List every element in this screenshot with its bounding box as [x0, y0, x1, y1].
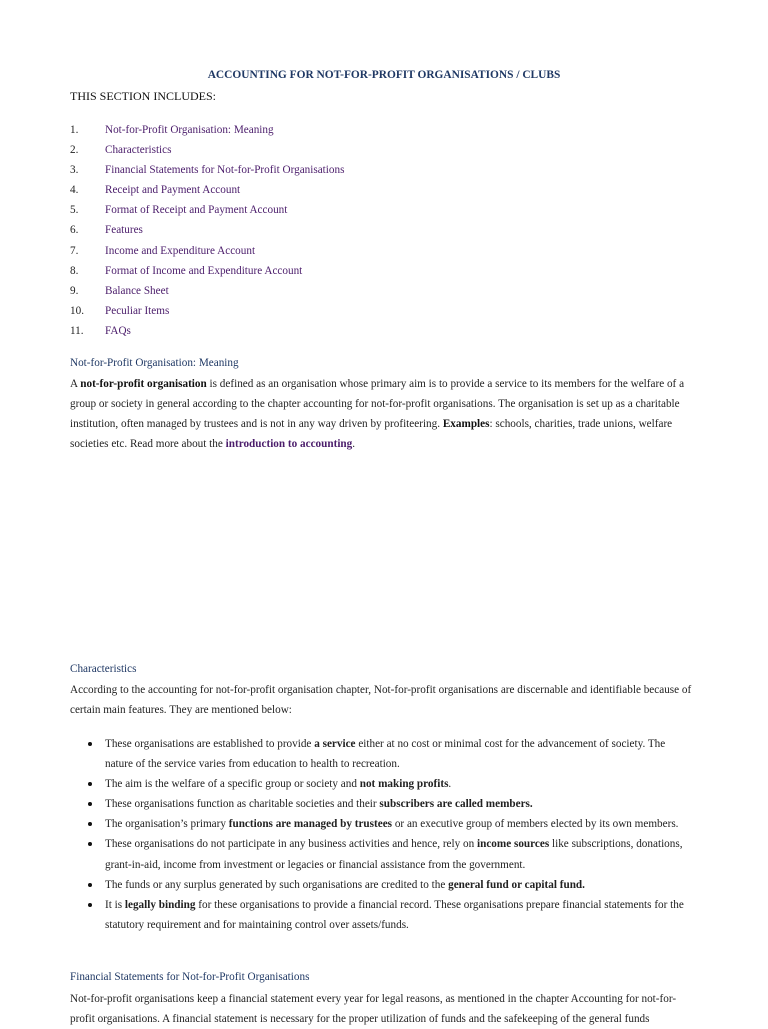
list-item: These organisations are established to provide a service either at no cost or minimal cost for the advancement of society. The nature of the service varies from education to health to recreation.	[70, 734, 695, 774]
characteristics-heading: Characteristics	[70, 663, 137, 675]
text-run: .	[352, 438, 356, 451]
financial-statements-paragraph: Not-for-profit organisations keep a financial statement every year for legal reasons, as mentioned in the chapter Accounting for not-for-profit organisations. A financial statement is necessary for the proper utilization of funds and the safekeeping of the general funds	[70, 993, 677, 1026]
toc-item[interactable]	[70, 122, 344, 142]
toc-number: 4.	[70, 184, 79, 197]
toc-item[interactable]	[70, 263, 344, 283]
toc-number: 6.	[70, 224, 79, 237]
toc-link[interactable]: Not-for-Profit Organisation: Meaning	[105, 124, 274, 136]
meaning-heading: Not-for-Profit Organisation: Meaning	[70, 357, 239, 369]
toc-number: 7.	[70, 244, 79, 257]
toc-number: 8.	[70, 264, 79, 277]
toc-item[interactable]	[70, 243, 344, 263]
toc-number: 3.	[70, 164, 79, 177]
toc-number: 5.	[70, 204, 79, 217]
toc-item[interactable]	[70, 202, 344, 222]
financial-statements-heading: Financial Statements for Not-for-Profit Organisations	[70, 971, 310, 983]
toc-number: 1.	[70, 124, 79, 136]
toc-item[interactable]	[70, 182, 344, 202]
toc-item[interactable]	[70, 283, 344, 303]
list-item: The aim is the welfare of a specific group or society and not making profits.	[70, 774, 695, 794]
section-includes-label: THIS SECTION INCLUDES:	[70, 89, 216, 103]
list-item: The funds or any surplus generated by such organisations are credited to the general fund or capital fund.	[70, 875, 695, 895]
list-item: These organisations do not participate in any business activities and hence, rely on income sources like subscriptions, donations, grant-in-aid, income from investment or legacies or financial assistance from the government.	[70, 834, 695, 874]
list-item: It is legally binding for these organisations to provide a financial record. These organisations prepare financial statements for the statutory requirement and for maintaining control over assets/funds.	[70, 895, 695, 935]
toc-link[interactable]: Peculiar Items	[105, 304, 170, 317]
list-item: The organisation’s primary functions are managed by trustees or an executive group of members elected by its own members.	[70, 814, 695, 834]
table-of-contents	[70, 122, 344, 343]
toc-number: 10.	[70, 304, 84, 317]
text-run: is defined as an organisation whose primary aim is to provide a service to its members for the welfare of a group or society in general according to the chapter accounting for not-for-profit organisations. The organisation is set up as a charitable institution, often managed by trustees and is not in any way driven by profiteering.	[70, 378, 685, 431]
toc-link[interactable]: Financial Statements for Not-for-Profit Organisations	[105, 164, 345, 177]
toc-link[interactable]: FAQs	[105, 324, 131, 337]
characteristics-intro: According to the accounting for not-for-profit organisation chapter, Not-for-profit organisations are discernable and identifiable because of certain main features. They are mentioned below:	[70, 684, 692, 717]
list-item: These organisations function as charitable societies and their subscribers are called members.	[70, 794, 695, 814]
text-run: A	[70, 378, 81, 390]
toc-link[interactable]: Characteristics	[105, 144, 172, 157]
toc-link[interactable]: Features	[105, 224, 143, 237]
toc-number: 11.	[70, 324, 84, 337]
characteristics-list	[70, 734, 695, 935]
toc-item[interactable]	[70, 323, 344, 343]
toc-item[interactable]	[70, 142, 344, 162]
toc-item[interactable]	[70, 303, 344, 323]
bold-term: Examples	[442, 418, 490, 431]
bold-term: not-for-profit organisation	[80, 378, 207, 390]
toc-number: 9.	[70, 284, 79, 297]
toc-item[interactable]	[70, 222, 344, 242]
introduction-to-accounting-link[interactable]: introduction to accounting	[225, 438, 353, 451]
meaning-paragraph	[70, 374, 695, 454]
text-run: : schools, charities, trade unions, welfare societies etc. Read more about the	[70, 418, 673, 451]
toc-link[interactable]: Balance Sheet	[105, 284, 169, 297]
toc-link[interactable]: Income and Expenditure Account	[105, 244, 256, 257]
toc-link[interactable]: Format of Income and Expenditure Account	[105, 264, 303, 277]
toc-link[interactable]: Format of Receipt and Payment Account	[105, 204, 288, 217]
toc-link[interactable]: Receipt and Payment Account	[105, 184, 241, 197]
toc-item[interactable]	[70, 162, 344, 182]
document-title: ACCOUNTING FOR NOT-FOR-PROFIT ORGANISATIONS / CLUBS	[207, 69, 561, 81]
toc-number: 2.	[70, 144, 79, 157]
